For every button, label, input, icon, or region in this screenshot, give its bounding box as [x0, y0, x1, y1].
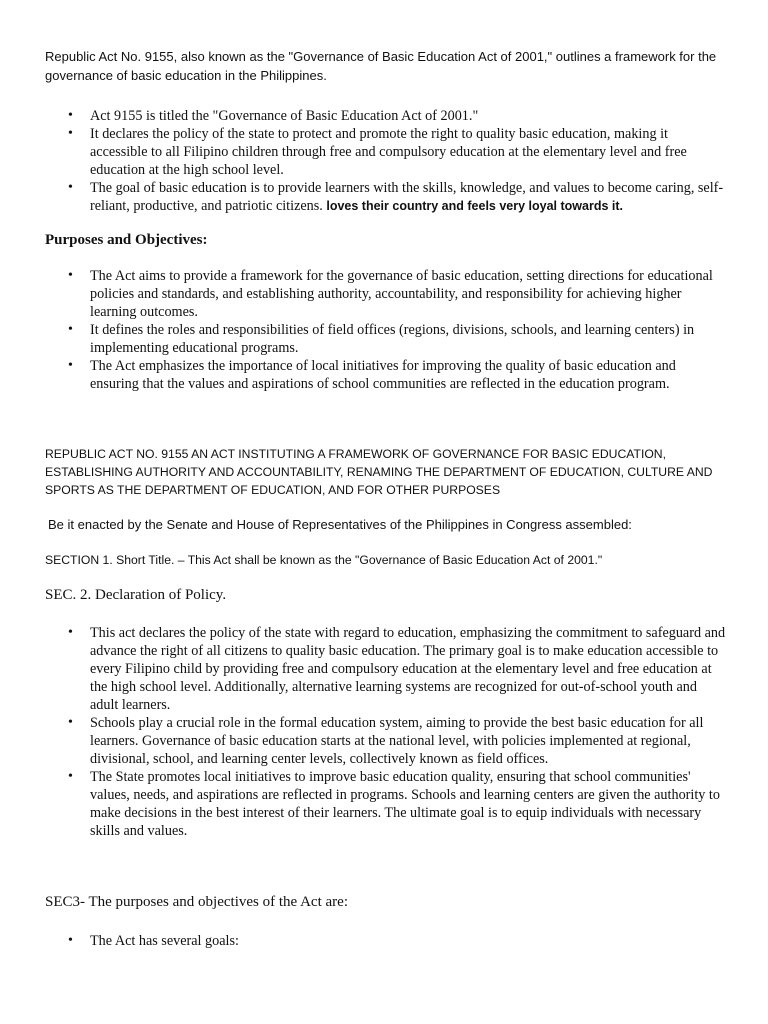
list-item: • This act declares the policy of the state with regard to education, emphasizing the commitment to safeguard and advance the right of all citizens to quality basic education. The primary goal is to make education accessible to every Filipino child by providing free and compulsory education at the elementary level and free education at the high school level. Additionally, alternative learning systems are recognized for out-of-school youth and adult learners. [90, 624, 726, 714]
list-item: • The Act has several goals: [90, 932, 726, 950]
section-1: SECTION 1. Short Title. – This Act shall be known as the "Governance of Basic Education Act of 2001." [45, 553, 603, 567]
bold-note: loves their country and feels very loyal towards it. [326, 199, 623, 213]
act-title: REPUBLIC ACT NO. 9155 AN ACT INSTITUTING A FRAMEWORK OF GOVERNANCE FOR BASIC EDUCATION, ESTABLISHING AUTHORITY AND ACCOUNTABILITY, RENAMING THE DEPARTMENT OF EDUCATION, CULTURE AND SPORTS AS THE DEPARTMENT OF EDUCATION, AND FOR OTHER PURPOSES [45, 447, 713, 497]
intro-bullet-list [90, 107, 726, 215]
purposes-heading: Purposes and Objectives: [45, 232, 208, 248]
list-item: • Act 9155 is titled the "Governance of Basic Education Act of 2001." [90, 107, 726, 125]
sec2-bullet-list [90, 624, 726, 840]
list-item: • The Act emphasizes the importance of local initiatives for improving the quality of basic education and ensuring that the values and aspirations of school communities are reflected in the education program. [90, 357, 726, 393]
list-item: • The Act aims to provide a framework for the governance of basic education, setting directions for educational policies and standards, and establishing authority, accountability, and responsibility for achieving higher learning outcomes. [90, 267, 726, 321]
list-item: • Schools play a crucial role in the formal education system, aiming to provide the best basic education for all learners. Governance of basic education starts at the national level, with policies implemented at regional, divisional, school, and learning center levels, collectively known as field offices. [90, 714, 726, 768]
enactment-clause: Be it enacted by the Senate and House of Representatives of the Philippines in Congress assembled: [48, 517, 632, 532]
sec3-bullet-list [90, 932, 726, 950]
sec2-heading: SEC. 2. Declaration of Policy. [45, 587, 227, 603]
intro-paragraph: Republic Act No. 9155, also known as the "Governance of Basic Education Act of 2001," outlines a framework for the governance of basic education in the Philippines. [45, 49, 717, 83]
list-item: • It defines the roles and responsibilities of field offices (regions, divisions, schools, and learning centers) in implementing educational programs. [90, 321, 726, 357]
list-item [90, 179, 726, 215]
sec3-heading: SEC3- The purposes and objectives of the Act are: [45, 894, 348, 910]
list-item: • The State promotes local initiatives to improve basic education quality, ensuring that school communities' values, needs, and aspirations are reflected in programs. Schools and learning centers are given the authority to make decisions in the best interest of their learners. The ultimate goal is to equip individuals with necessary skills and values. [90, 768, 726, 840]
purposes-bullet-list [90, 267, 726, 393]
list-item: • It declares the policy of the state to protect and promote the right to quality basic education, making it accessible to all Filipino children through free and compulsory education at the elementary level and free education at the high school level. [90, 125, 726, 179]
list-item-text: The goal of basic education is to provide learners with the skills, knowledge, and values to become caring, self-reliant, productive, and patriotic citizens. [90, 180, 724, 214]
